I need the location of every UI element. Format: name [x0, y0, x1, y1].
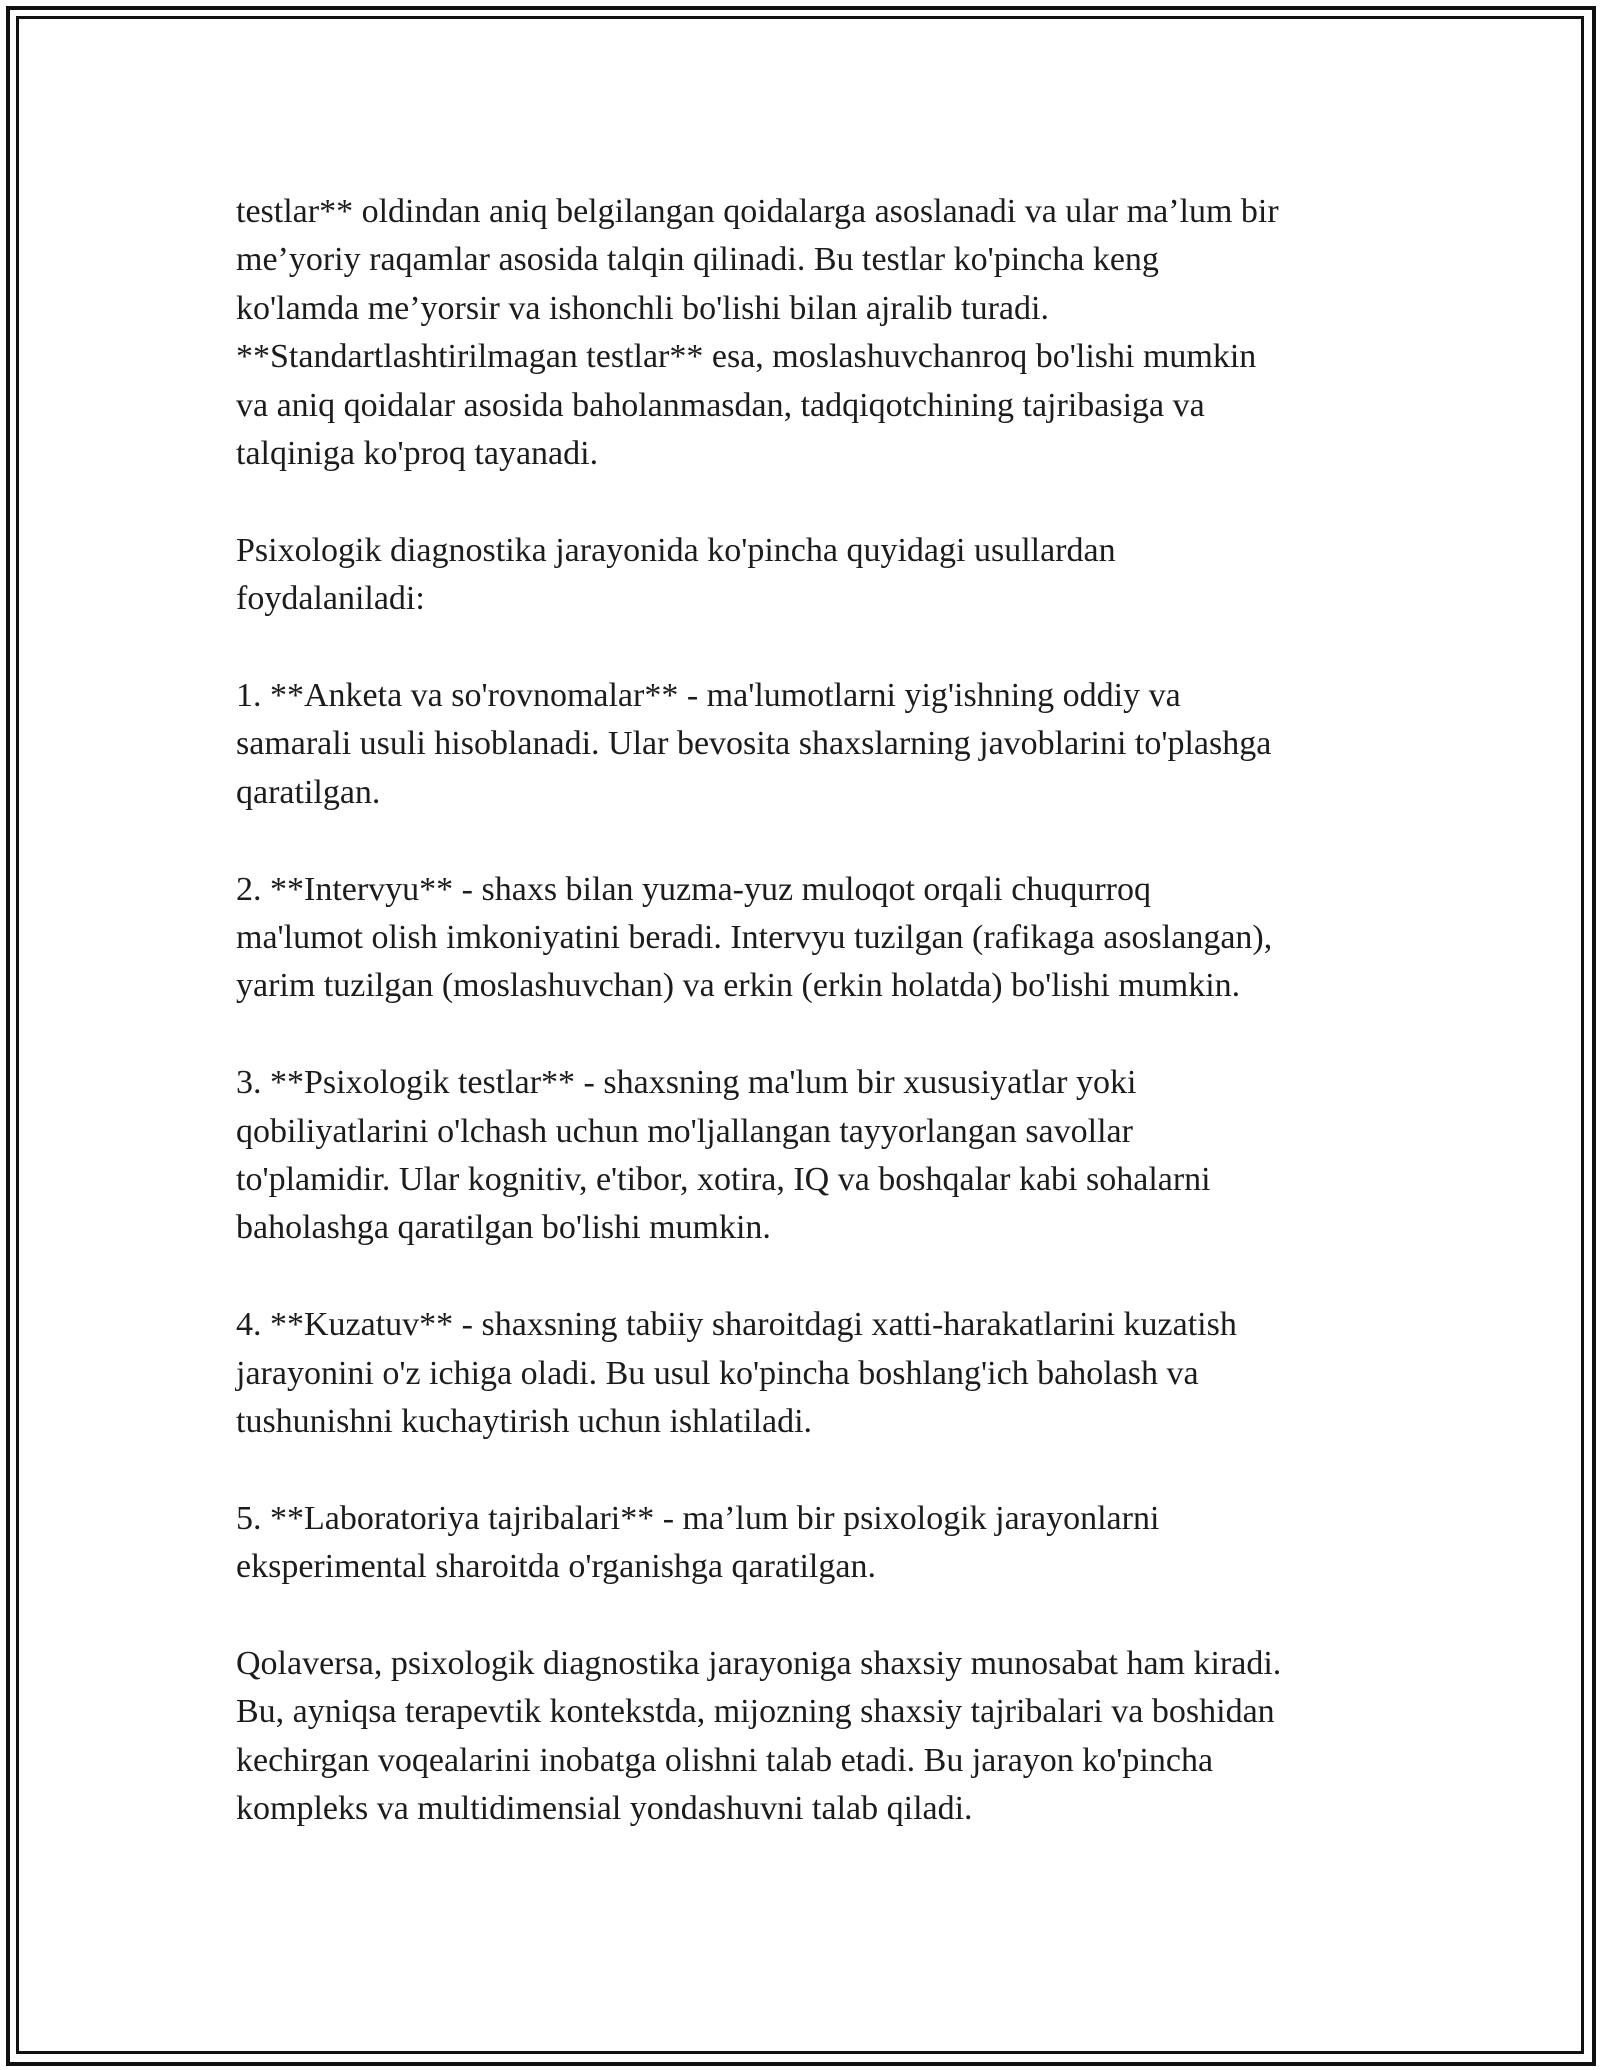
text-line: foydalaniladi: [236, 580, 425, 618]
text-line: samarali usuli hisoblanadi. Ular bevosita shaxslarning javoblarini to'plashga [236, 725, 1272, 763]
list-item-5 [236, 1495, 1366, 1592]
text-line: qaratilgan. [236, 773, 381, 811]
text-line: qobiliyatlarini o'lchash uchun mo'ljallangan tayyorlangan savollar [236, 1112, 1133, 1150]
text-line: 5. **Laboratoriya tajribalari** - ma’lum bir psixologik jarayonlarni [236, 1499, 1160, 1537]
text-line: 1. **Anketa va so'rovnomalar** - ma'lumotlarni yig'ishning oddiy va [236, 677, 1181, 715]
document-body [236, 188, 1366, 1882]
text-line: 2. **Intervyu** - shaxs bilan yuzma-yuz muloqot orqali chuqurroq [236, 870, 1151, 908]
paragraph-methods-intro [236, 527, 1366, 624]
text-line: Psixologik diagnostika jarayonida ko'pincha quyidagi usullardan [236, 531, 1116, 569]
text-line: yarim tuzilgan (moslashuvchan) va erkin (erkin holatda) bo'lishi mumkin. [236, 967, 1241, 1005]
text-line: Qolaversa, psixologik diagnostika jarayoniga shaxsiy munosabat ham kiradi. [236, 1645, 1282, 1683]
text-line: va aniq qoidalar asosida baholanmasdan, tadqiqotchining tajribasiga va [236, 386, 1205, 424]
text-line: Bu, ayniqsa terapevtik kontekstda, mijozning shaxsiy tajribalari va boshidan [236, 1693, 1275, 1731]
text-line: to'plamidir. Ular kognitiv, e'tibor, xotira, IQ va boshqalar kabi sohalarni [236, 1161, 1211, 1199]
text-line: ma'lumot olish imkoniyatini beradi. Intervyu tuzilgan (rafikaga asoslangan), [236, 919, 1273, 957]
text-line: baholashga qaratilgan bo'lishi mumkin. [236, 1209, 771, 1247]
text-line: ko'lamda me’yorsir va ishonchli bo'lishi bilan ajralib turadi. [236, 289, 1049, 327]
text-line: 4. **Kuzatuv** - shaxsning tabiiy sharoitdagi xatti-harakatlarini kuzatish [236, 1306, 1237, 1344]
text-line: me’yoriy raqamlar asosida talqin qilinadi. Bu testlar ko'pincha keng [236, 241, 1159, 279]
list-item-3 [236, 1059, 1366, 1253]
text-line: 3. **Psixologik testlar** - shaxsning ma'lum bir xususiyatlar yoki [236, 1064, 1137, 1102]
text-line: **Standartlashtirilmagan testlar** esa, moslashuvchanroq bo'lishi mumkin [236, 338, 1257, 376]
list-item-1 [236, 672, 1366, 817]
text-line: testlar** oldindan aniq belgilangan qoidalarga asoslanadi va ular ma’lum bir [236, 193, 1279, 230]
text-line: jarayonini o'z ichiga oladi. Bu usul ko'pincha boshlang'ich baholash va [236, 1354, 1199, 1392]
paragraph-test-types [236, 188, 1366, 478]
paragraph-conclusion [236, 1640, 1366, 1834]
text-line: tushunishni kuchaytirish uchun ishlatiladi. [236, 1403, 813, 1441]
text-line: kompleks va multidimensial yondashuvni talab qiladi. [236, 1790, 973, 1828]
text-line: kechirgan voqealarini inobatga olishni talab etadi. Bu jarayon ko'pincha [236, 1741, 1214, 1779]
text-line: talqiniga ko'proq tayanadi. [236, 435, 599, 473]
list-item-4 [236, 1301, 1366, 1446]
list-item-2 [236, 866, 1366, 1011]
text-line: eksperimental sharoitda o'rganishga qaratilgan. [236, 1548, 876, 1586]
